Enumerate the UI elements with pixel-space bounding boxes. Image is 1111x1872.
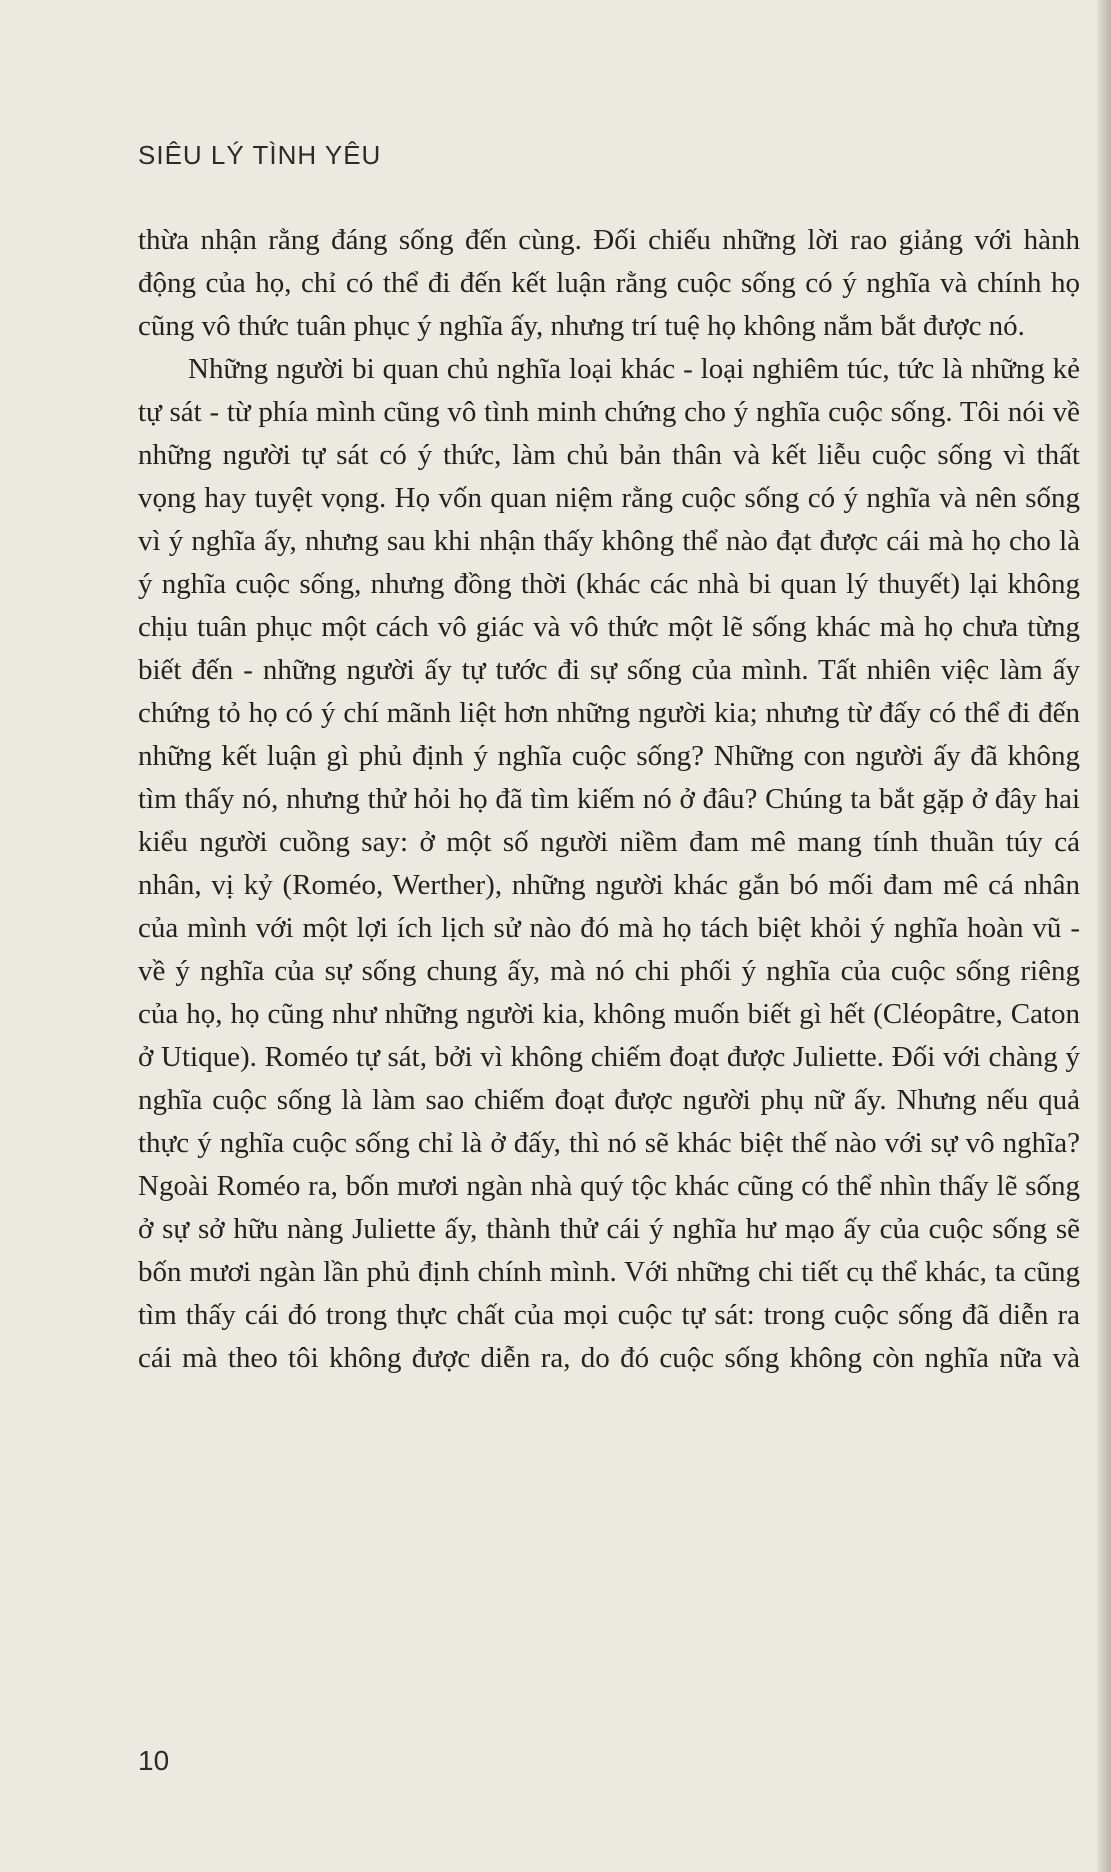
body-text (138, 219, 1080, 1380)
paragraph-suicide-pessimists: Những người bi quan chủ nghĩa loại khác - loại nghiêm túc, tức là những kẻ tự sát - từ phía mình cũng vô tình minh chứng cho ý nghĩa cuộc sống. Tôi nói về những người tự sát có ý thức, làm chủ bản thân và kết liễu cuộc sống vì thất vọng hay tuyệt vọng. Họ vốn quan niệm rằng cuộc sống có ý nghĩa và nên sống vì ý nghĩa ấy, nhưng sau khi nhận thấy không thể nào đạt được cái mà họ cho là ý nghĩa cuộc sống, nhưng đồng thời (khác các nhà bi quan lý thuyết) lại không chịu tuân phục một cách vô giác và vô thức một lẽ sống khác mà họ chưa từng biết đến - những người ấy tự tước đi sự sống của mình. Tất nhiên việc làm ấy chứng tỏ họ có ý chí mãnh liệt hơn những người kia; nhưng từ đấy có thể đi đến những kết luận gì phủ định ý nghĩa cuộc sống? Những con người ấy đã không tìm thấy nó, nhưng thử hỏi họ đã tìm kiếm nó ở đâu? Chúng ta bắt gặp ở đây hai kiểu người cuồng say: ở một số người niềm đam mê mang tính thuần túy cá nhân, vị kỷ (Roméo, Werther), những người khác gắn bó mối đam mê cá nhân của mình với một lợi ích lịch sử nào đó mà họ tách biệt khỏi ý nghĩa hoàn vũ - về ý nghĩa của sự sống chung ấy, mà nó chi phối ý nghĩa của cuộc sống riêng của họ, họ cũng như những người kia, không muốn biết gì hết (Cléopâtre, Caton ở Utique). Roméo tự sát, bởi vì không chiếm đoạt được Juliette. Đối với chàng ý nghĩa cuộc sống là làm sao chiếm đoạt được người phụ nữ ấy. Nhưng nếu quả thực ý nghĩa cuộc sống chỉ là ở đấy, thì nó sẽ khác biệt thế nào với sự vô nghĩa? Ngoài Roméo ra, bốn mươi ngàn nhà quý tộc khác cũng có thể nhìn thấy lẽ sống ở sự sở hữu nàng Juliette ấy, thành thử cái ý nghĩa hư mạo ấy của cuộc sống sẽ bốn mươi ngàn lần phủ định chính mình. Với những chi tiết cụ thể khác, ta cũng tìm thấy cái đó trong thực chất của mọi cuộc tự sát: trong cuộc sống đã diễn ra cái mà theo tôi không được diễn ra, do đó cuộc sống không còn nghĩa nữa và (138, 353, 1080, 1374)
paragraph-continuation: thừa nhận rằng đáng sống đến cùng. Đối chiếu những lời rao giảng với hành động của họ, chỉ có thể đi đến kết luận rằng cuộc sống có ý nghĩa và chính họ cũng vô thức tuân phục ý nghĩa ấy, nhưng trí tuệ họ không nắm bắt được nó. (138, 224, 1080, 342)
page-number: 10 (138, 1745, 170, 1776)
page-edge-shadow (1097, 0, 1111, 1872)
running-header: SIÊU LÝ TÌNH YÊU (138, 140, 382, 170)
